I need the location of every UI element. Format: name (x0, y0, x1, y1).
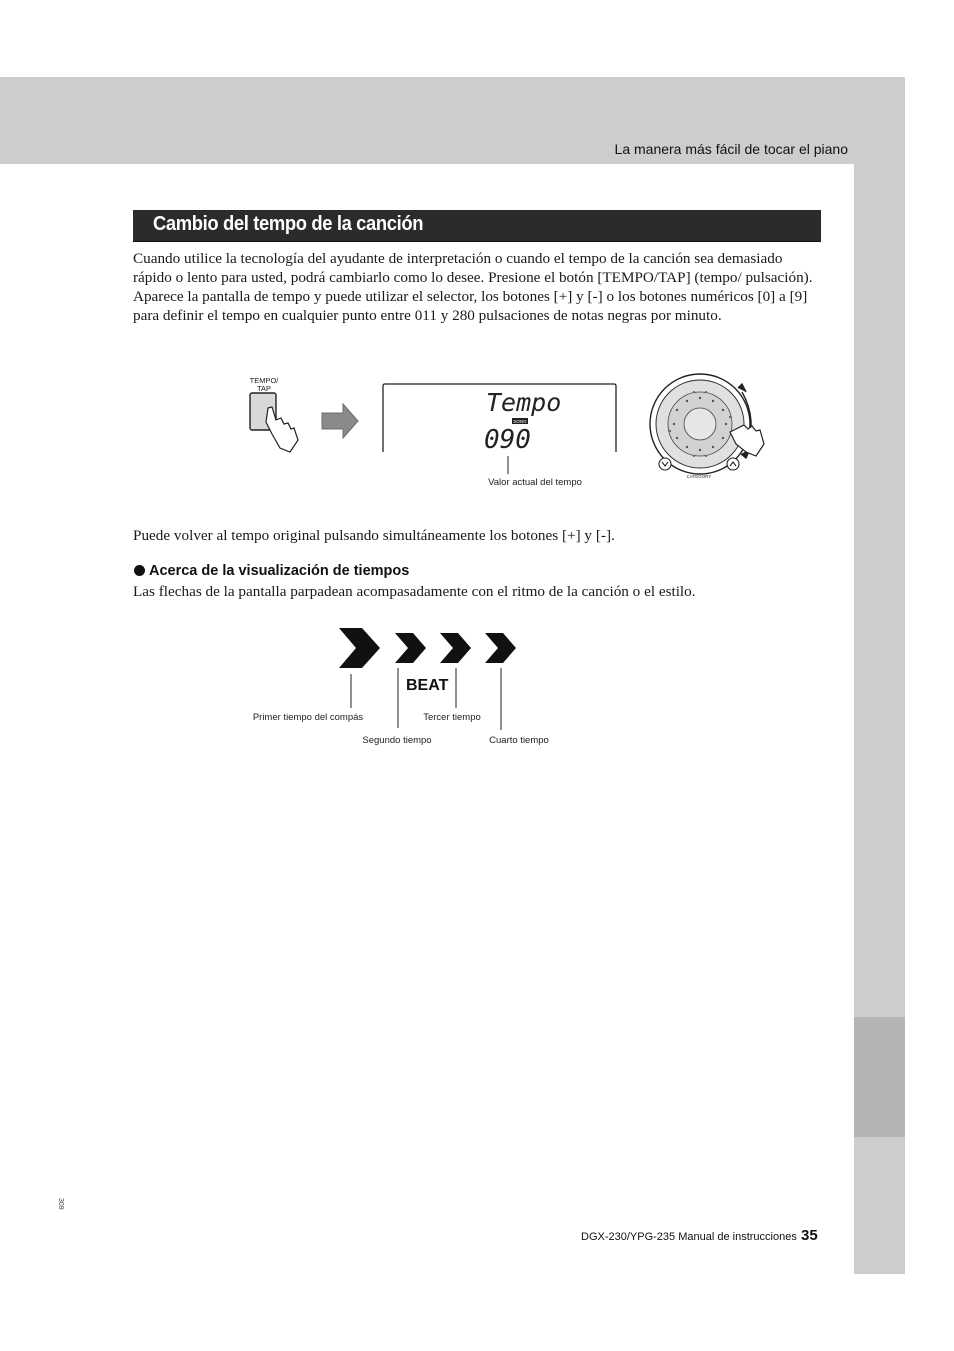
running-header: La manera más fácil de tocar el piano (614, 141, 848, 157)
beat-arrow-fourth-icon (485, 633, 516, 663)
chapter-tab (854, 1017, 905, 1137)
song-badge-text: SONG (513, 419, 527, 424)
beat-label: BEAT (406, 677, 449, 694)
tempo-value-caption: Valor actual del tempo (488, 477, 582, 488)
page-number: 35 (801, 1227, 818, 1244)
caption-second-beat: Segundo tiempo (362, 735, 432, 746)
lcd-tempo-value: 090 (484, 425, 531, 455)
beat-arrow-first-icon (339, 628, 380, 668)
beat-subheading-text: Acerca de la visualización de tiempos (149, 563, 410, 579)
caption-fourth-beat: Cuarto tiempo (489, 735, 549, 746)
intro-paragraph: Cuando utilice la tecnología del ayudante de interpretación o cuando el tempo de la canción sea demasiado rápido o lento para usted, podrá cambiarlo como lo desee. Presione el botón [TEMPO/TAP] (tempo/ pulsación). Aparece la pantalla de tempo y puede utilizar el selector, los botones [+] y [-] o los botones numéricos [0] a [9] para definir el tempo en cualquier punto entre 011 y 280 pulsaciones de notas negras por minuto. (133, 250, 813, 324)
beat-paragraph: Las flechas de la pantalla parpadean acompasadamente con el ritmo de la canción o el estilo. (133, 583, 696, 600)
beat-arrow-third-icon (440, 633, 471, 663)
lcd-tempo-text: Tempo (486, 388, 562, 417)
tempo-tap-label-1: TEMPO/ (249, 376, 279, 385)
caption-third-beat: Tercer tiempo (423, 712, 481, 723)
category-label: CATEGORY (686, 474, 712, 479)
section-title: Cambio del tempo de la canción (153, 213, 424, 235)
reset-paragraph: Puede volver al tempo original pulsando simultáneamente los botones [+] y [-]. (133, 527, 615, 544)
tempo-tap-label-2: TAP (256, 384, 272, 393)
beat-arrow-second-icon (395, 633, 426, 663)
footer-model: DGX-230/YPG-235 Manual de instrucciones (581, 1231, 797, 1243)
caption-first-beat: Primer tiempo del compás (252, 712, 364, 723)
side-code: 309 (57, 1198, 64, 1210)
